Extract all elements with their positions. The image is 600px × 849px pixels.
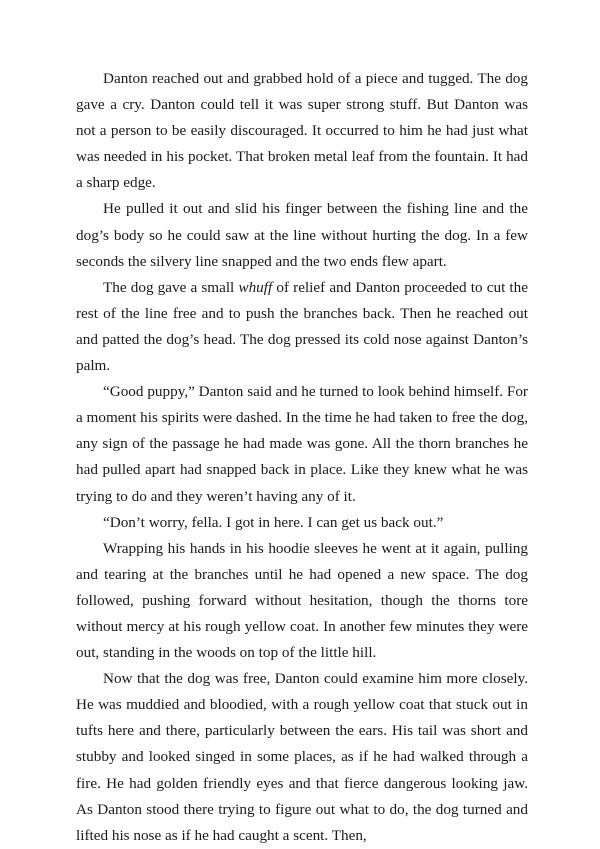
paragraph-2: He pulled it out and slid his finger between the fishing line and the dog’s body so he could saw at the line without hurting the dog. In a few seconds the silvery line snapped and the two ends flew apart.: [76, 200, 528, 270]
page-body-text: [76, 66, 528, 849]
paragraph-3-start: The dog gave a small: [103, 278, 239, 296]
paragraph-4: “Good puppy,” Danton said and he turned to look behind himself. For a moment his spirits were dashed. In the time he had taken to free the dog, any sign of the passage he had made was gone. All the thorn branches he had pulled apart had snapped back in place. Like they knew what he was trying to do and they weren’t having any of it.: [76, 383, 528, 505]
paragraph-7: Now that the dog was free, Danton could examine him more closely. He was muddied and bloodied, with a rough yellow coat that stuck out in tufts here and there, particularly between the ears. His tail was short and stubby and looked singed in some places, as if he had walked through a fire. He had golden friendly eyes and that fierce dangerous looking jaw. As Danton stood there trying to figure out what to do, the dog turned and lifted his nose as if he had caught a scent. Then,: [76, 670, 528, 844]
paragraph-6: Wrapping his hands in his hoodie sleeves he went at it again, pulling and tearing at the branches until he had opened a new space. The dog followed, pushing forward without hesitation, though the thorns tore without mercy at his rough yellow coat. In another few minutes they were out, standing in the woods on top of the little hill.: [76, 539, 528, 662]
paragraph-3-emphasis: whuff: [238, 278, 273, 296]
paragraph-5: “Don’t worry, fella. I got in here. I can get us back out.”: [103, 513, 444, 531]
paragraph-3: [76, 275, 528, 379]
paragraph-1: Danton reached out and grabbed hold of a piece and tugged. The dog gave a cry. Danton could tell it was super strong stuff. But Danton was not a person to be easily discouraged. It occurred to him he had just what was needed in his pocket. That broken metal leaf from the fountain. It had a sharp edge.: [76, 70, 528, 192]
paragraph-3-end: of relief and Danton proceeded to cut the rest of the line free and to push the branches back. Then he reached out and patted the dog’s head. The dog pressed its cold nose against Danton’s palm.: [76, 278, 528, 375]
